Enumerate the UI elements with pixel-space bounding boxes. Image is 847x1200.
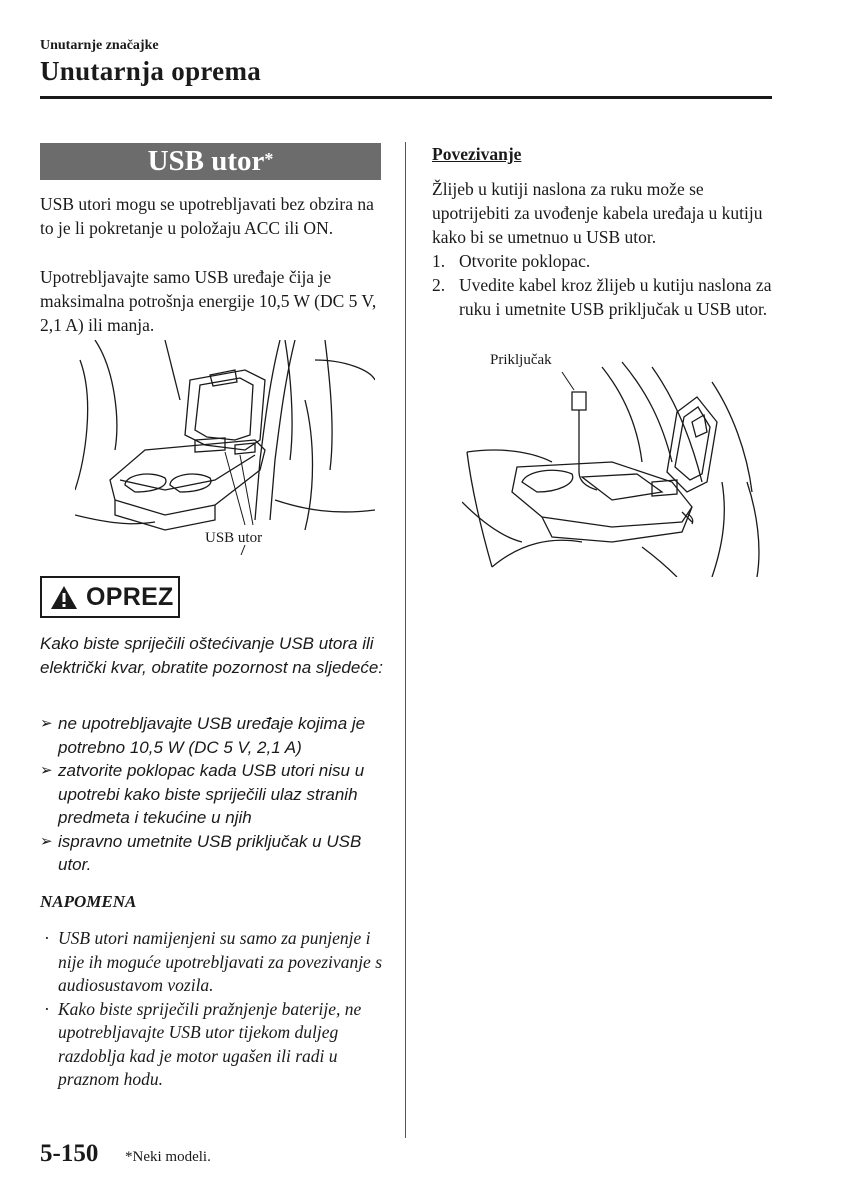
usb-section-banner — [40, 143, 381, 180]
bullet-dot-icon: · — [44, 998, 50, 1019]
list-item — [44, 998, 389, 1092]
list-item — [40, 759, 395, 830]
step-number: 1. — [432, 251, 446, 271]
list-item — [432, 249, 772, 273]
note-heading: NAPOMENA — [40, 892, 137, 911]
usb-port-label: USB utor — [205, 530, 263, 546]
list-item — [432, 273, 772, 321]
list-item — [40, 830, 395, 877]
plug-label: Priključak — [490, 352, 552, 368]
note-item-text: USB utori namijenjeni su samo za punjenje i nije ih moguće upotrebljavati za povezivanje s audiosustavom vozila. — [58, 928, 383, 995]
column-divider — [405, 142, 406, 1138]
arrow-bullet-icon: ➢ — [40, 715, 53, 732]
connecting-steps — [432, 249, 772, 321]
cable-routing-illustration — [462, 352, 774, 577]
usb-paragraph-2: Upotrebljavajte samo USB uređaje čija je maksimalna potrošnja energije 10,5 W (DC 5 V, 2,1 A) ili manja. — [40, 267, 377, 335]
step-text: Uvedite kabel kroz žlijeb u kutiju naslona za ruku i umetnite USB priključak u USB utor. — [459, 275, 772, 319]
connecting-paragraph: Žlijeb u kutiji naslona za ruku može se upotrijebiti za uvođenje kabela uređaja u kutiju kako bi se umetnuo u USB utor. — [432, 179, 763, 247]
banner-footnote-mark: * — [264, 149, 274, 169]
armrest-usb-illustration — [75, 340, 375, 555]
caution-intro: Kako biste spriječili oštećivanje USB utora ili električki kvar, obratite pozornost na sljedeće: — [40, 634, 384, 677]
footnote: *Neki modeli. — [125, 1149, 211, 1165]
connecting-heading: Povezivanje — [432, 144, 522, 164]
banner-title: USB utor — [147, 145, 265, 177]
running-section-label: Unutarnje značajke — [40, 38, 159, 53]
step-number: 2. — [432, 275, 446, 295]
warning-triangle-icon — [50, 585, 78, 610]
caution-list — [40, 712, 395, 877]
usb-paragraph-1: USB utori mogu se upotrebljavati bez obzira na to je li pokretanje u položaju ACC ili ON. — [40, 194, 374, 238]
list-item — [44, 927, 389, 998]
note-list — [44, 927, 389, 1092]
caution-item-text: ne upotrebljavajte USB uređaje kojima je potrebno 10,5 W (DC 5 V, 2,1 A) — [58, 714, 366, 757]
list-item — [40, 712, 395, 759]
caution-badge — [40, 576, 180, 618]
title-rule — [40, 96, 772, 99]
caution-item-text: zatvorite poklopac kada USB utori nisu u upotrebi kako biste spriječili ulaz stranih predmeta i tekućine u njih — [58, 761, 365, 827]
note-item-text: Kako biste spriječili pražnjenje baterije, ne upotrebljavajte USB utor tijekom duljeg razdoblja kad je motor ugašen ili radi u praznom hodu. — [58, 998, 362, 1089]
caution-item-text: ispravno umetnite USB priključak u USB utor. — [58, 831, 362, 874]
page-number: 5-150 — [40, 1140, 99, 1167]
step-text: Otvorite poklopac. — [459, 251, 591, 271]
page-title: Unutarnja oprema — [40, 56, 262, 86]
bullet-dot-icon: · — [44, 928, 50, 948]
arrow-bullet-icon: ➢ — [40, 762, 53, 779]
arrow-bullet-icon: ➢ — [40, 832, 53, 850]
caution-label: OPREZ — [86, 582, 174, 611]
